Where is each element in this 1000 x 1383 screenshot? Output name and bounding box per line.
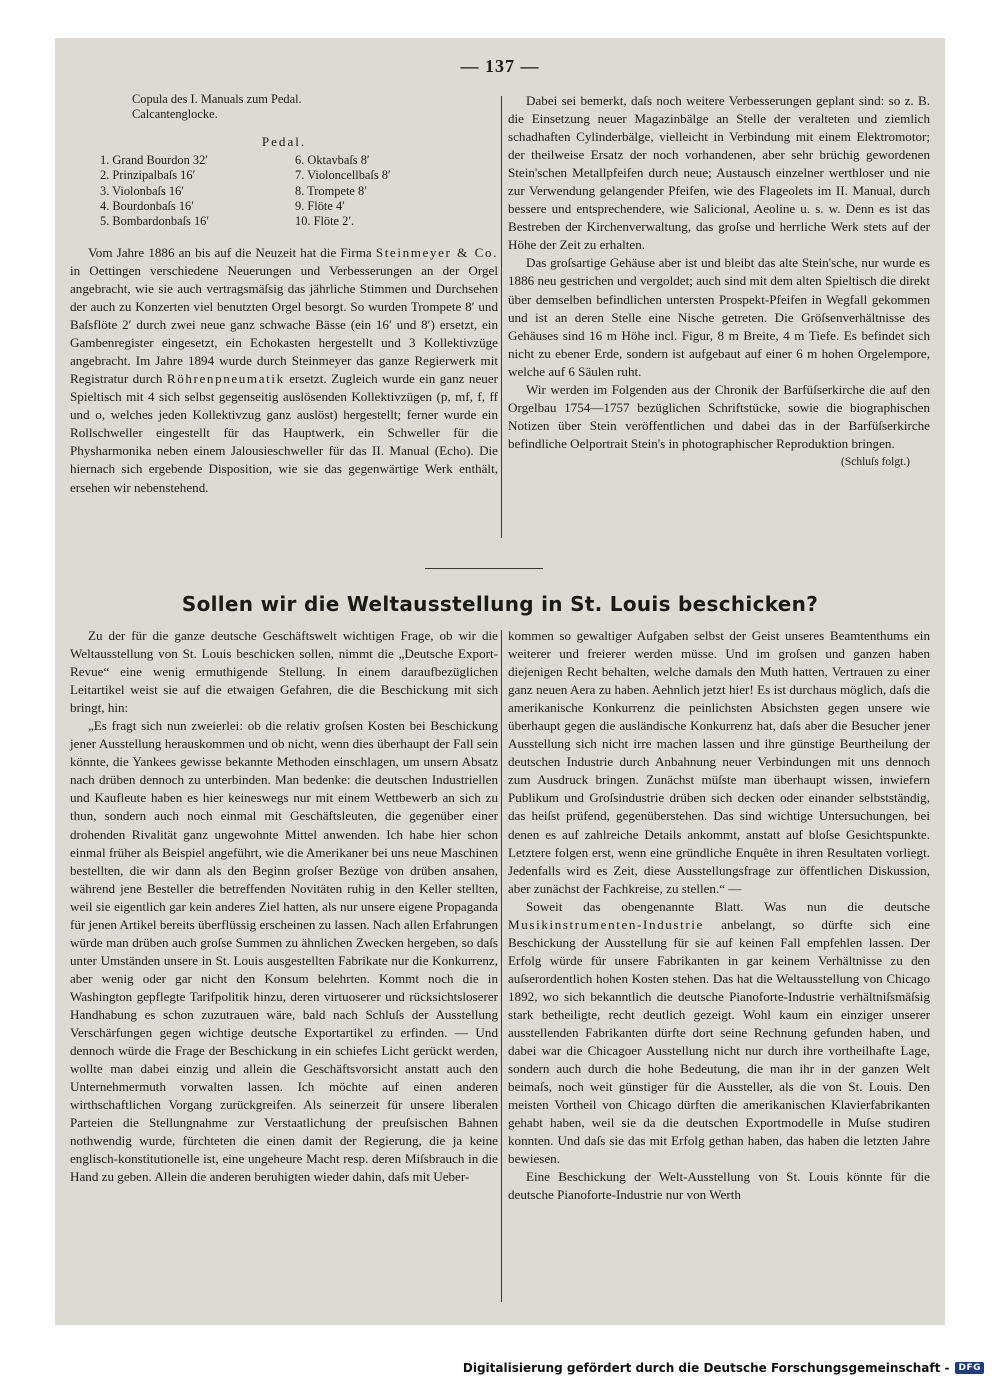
top-right-column xyxy=(508,92,930,471)
register-item: 8. Trompete 8′ xyxy=(295,183,367,198)
text-run: Soweit das obengenannte Blatt. Was nun die deutsche xyxy=(526,898,930,914)
paragraph: kommen so gewaltiger Aufgaben selbst der Geist unseres Beamtenthums ein weiterer und freierer werden müsse. Und im groſsen und ganzen haben diejenigen Recht behalten, welche damals den Muth hatten, Vertrauen zu einer ganz neuen Aera zu haben. Aehnlich jetzt hier! Es ist durchaus möglich, daſs die amerikanische Konkurrenz die peinlichsten Absichsten gegen unsere wie überhaupt gegen die ausländische Konkurrenz hat, daſs aber die Besucher jener Ausstellung sich nicht irre machen lassen und ihre günstige Beurtheilung der deutschen Industrie durch Anbahnung neuer Verbindungen mit uns dennoch zum Ausdruck bringen. Zunächst müſste man überhaupt wissen, inwiefern Publikum und Groſsindustrie drüben sich decken oder einander selbstständig, das heiſst prüfend, gegenüberstehen. Das sind wichtige Untersuchungen, bei denen es auf zahlreiche Details ankommt, anstatt auf bloſse Gesichtspunkte. Letztere folgen erst, wenn eine gründliche Enquête in ihren Resultaten vorliegt. Jedenfalls wird es Zeit, diese Ausstellungsfrage zur öffentlichen Diskussion, aber zunächst der Fachkreise, zu stellen.“ — xyxy=(508,628,930,896)
register-item: 3. Violonbaſs 16′ xyxy=(100,183,184,198)
register-item: 7. Violoncellbaſs 8′ xyxy=(295,168,391,183)
text-run: Vom Jahre 1886 an bis auf die Neuzeit hat die Firma xyxy=(88,244,372,260)
text-run: in Oettingen verschiedene Neuerungen und Verbesserungen an der Orgel angebracht, wie sie auch vertragsmäſsig das jährliche Stimmen und Durchsehen der auch zu Konzerten viel benutzten Orgel besorgt. So wurden Trompete 8′ und Baſsflöte 2′ durch zwei neue ganz schwache Bässe (ein 16′ und 8′) ersetzt, ein Gambenregister eingesetzt, ein Echokasten hergestellt und 3 Kollektivzüge angebracht. Im Jahre 1894 wurde durch Steinmeyer das ganze Regierwerk mit Registratur durch xyxy=(70,262,498,387)
column-divider xyxy=(501,96,502,538)
copula-line: Calcantenglocke. xyxy=(132,107,218,122)
quoted-paragraph: „Es fragt sich nun zweierlei: ob die relativ groſsen Kosten bei Beschickung jener Ausstellung herauskommen und ob nicht, wenn dies überhaupt der Fall sein könnte, die Yankees gewisse bekannte Methoden einschlagen, um unsern Absatz nach drüben dennoch zu unterbinden. Man bedenke: die deutschen Industriellen und Kaufleute haben es hier keineswegs nur mit einem Wettbewerb an sich zu thun, sondern auch noch einmal mit Geschäftsleuten, die gegenüber einer drohenden Rivalität ganz ungewohnte Mittel anwenden. Ich habe hier schon einmal früher als Beispiel angeführt, wie die Amerikaner bei uns neue Maschinen bestellten, die wir dann als den Beginn groſser Bezüge von drüben ansahen, während jene Besteller die betreffenden Novitäten ruhig in den Keller stellten, weil sie eigentlich gar kein anderes Ziel hatten, als nur unsere eigene Propaganda für jenen Artikel bereits überflüssig erscheinen zu lassen. Nach allen Erfahrungen würde man drüben auch groſse Summen zu ähnlichen Zwecken hergeben, so daſs unter Umständen unsere in St. Louis ausgestellten Fabrikate nur die Konkurrenz, aber wenig oder gar nicht den Konsum belehrten. Kommt noch die in Washington gepflegte Tarifpolitik hinzu, deren virtuoserer und rücksichtsloserer Handhabung es schon zuzutrauen wäre, bald nach Schluſs der Ausstellung Verschärfungen gegen wichtige deutsche Exportartikel zu erfinden. — Und dennoch würde die Frage der Beschickung in ein schiefes Licht gerückt werden, wollte man dabei einzig und allein die Geschäftsvorsicht anstatt auch den Unternehmermuth vorwalten lassen. Ich möchte auf einen anderen wirthschaftlichen Vorgang zurückgreifen. Als seinerzeit für unsere liberalen Parteien die Stellungnahme zur Verstaatlichung der preuſsischen Bahnen nothwendig wurde, fürchteten die einen damit der Regierung, die ja keine englisch-konstitutionelle ist, eine ungeheure Macht resp. deren Miſsbrauch in die Hand zu geben. Allein die anderen beruhigten wieder dahin, daſs mit Ueber- xyxy=(70,718,498,1185)
article-right-column xyxy=(508,627,930,1205)
register-item: 5. Bombardonbaſs 16′ xyxy=(100,214,210,229)
register-item: 2. Prinzipalbaſs 16′ xyxy=(100,168,196,183)
register-item: 10. Flöte 2′. xyxy=(295,214,355,229)
organ-history-paragraph xyxy=(70,244,498,497)
section-rule xyxy=(425,568,543,569)
paragraph xyxy=(508,898,930,1169)
copula-block xyxy=(70,92,498,123)
paragraph: Dabei sei bemerkt, daſs noch weitere Verbesserungen geplant sind: so z. B. die Einsetzung neuer Magazinbälge an Stelle der veralteten und ziemlich schadhaften Cylinderbälge, vielleicht in Verbindung mit einem Elektromotor; der theilweise Ersatz der noch vorhandenen, aber sehr brüchig gewordenen Stein'schen Metallpfeifen durch neue; Austausch einzelner werthloser und nie zur Verwendung gelangender Pfeifen, wie des Flageolets im II. Manual, durch bessere und entsprechendere, wie Salicional, Aeoline u. s. w. Denn es ist das Bestreben der Kirchenverwaltung, das groſse und herrliche Werk stets auf der Höhe der Zeit zu erhalten. xyxy=(508,93,930,253)
text-run: anbelangt, so dürfte sich eine Beschickung der Ausstellung für sie auf keinen Fall empfehlen lassen. Der Erfolg würde für unsere Fabrikanten in gar keinem Verhältnisse zu den auſserordentlich hohen Kosten stehen. Das hat die Weltausstellung von Chicago 1892, wo sich bekanntlich die deutsche Pianoforte-Industrie verhältniſsmäſsig stark betheiligte, recht deutlich gezeigt. Wohl kaum ein einziger unserer ausstellenden Fabrikanten dürfte dort seine Rechnung gefunden haben, und dabei war die Chicagoer Ausstellung nicht nur durch ihre vortheilhafte Lage, sondern auch durch die hohe Bedeutung, die man ihr in der ganzen Welt beimaſs, noch weit günstiger für die Aussteller, als die von St. Louis. Den meisten Vortheil von Chicago dürften die amerikanischen Klavierfabrikanten gehabt haben, weil sie da die deutschen Exportmodelle in Muſse studiren konnten. Und daſs sie das mit Erfolg gethan haben, das haben die letzten Jahre bewiesen. xyxy=(508,916,930,1167)
register-item: 4. Bourdonbaſs 16′ xyxy=(100,199,194,214)
pedal-register-table xyxy=(70,153,498,230)
paragraph: Das groſsartige Gehäuse aber ist und bleibt das alte Stein'sche, nur wurde es 1886 neu gestrichen und vergoldet; auch sind mit dem alten Spieltisch die direkt über demselben befindlichen untersten Prospekt-Pfeifen in Wegfall gekommen und ist an deren Stelle eine Nische getreten. Die Gröſsenverhältnisse des Gehäuses sind 16 m Höhe incl. Figur, 8 m Breite, 4 m Tiefe. Es befindet sich nicht zu ebener Erde, sondern ist aufgebaut auf einer 6 m hohen Orgelempore, welche auf 6 Säulen ruht. xyxy=(508,255,930,379)
emphasized-term: Musikinstrumenten-Industrie xyxy=(508,916,704,932)
pedal-heading: Pedal. xyxy=(261,133,307,149)
register-item: 6. Oktavbaſs 8′ xyxy=(295,152,370,167)
emphasized-term: Röhrenpneumatik xyxy=(166,371,285,387)
footer-text: Digitalisierung gefördert durch die Deutsche Forschungsgemeinschaft - xyxy=(462,1361,950,1375)
copula-line: Copula des I. Manuals zum Pedal. xyxy=(132,92,302,106)
page-number: — 137 — xyxy=(460,56,540,76)
text-run: ersetzt. Zugleich wurde ein ganz neuer Spieltisch mit 4 sich selbst gegenseitig auslösenden Kollektivzügen (p, mf, f, ff und o, welches jeden Kollektivzug ganz auslöst) hergestellt; ferner wurde ein Rollschweller eingestellt für das Hauptwerk, ein Schweller für die Physharmonika neben einem Jalousieschweller für das II. Manual (Echo). Die hiernach sich ergebende Disposition, wie sie das gegenwärtige Werk enthält, ersehen wir nebenstehend. xyxy=(70,371,498,495)
continuation-note: (Schluſs folgt.) xyxy=(841,455,910,468)
paragraph: Wir werden im Folgenden aus der Chronik der Barfüſserkirche die auf den Orgelbau 1754—1757 bezüglichen Schriftstücke, sowie die biographischen Notizen über Stein veröffentlichen und dabei das in der Barfüſserkirche befindliche Oelportrait Stein's in photographischer Reproduktion bringen. xyxy=(508,381,930,451)
register-item: 1. Grand Bourdon 32′ xyxy=(100,152,209,167)
company-name: Steinmeyer & Co. xyxy=(375,244,498,260)
footer-credit xyxy=(463,1361,984,1375)
pedal-register-left xyxy=(100,153,295,230)
paragraph: Zu der für die ganze deutsche Geschäftswelt wichtigen Frage, ob wir die Weltausstellung von St. Louis beschicken sollen, nimmt die „Deutsche Export-Revue“ eine wenig ermuthigende Stellung. In einem daraufbezüglichen Leitartikel weist sie auf die etwaigen Gefahren, die die Beschickung mit sich bringt, hin: xyxy=(70,628,498,716)
pedal-register-right xyxy=(295,153,490,230)
article-title: Sollen wir die Weltausstellung in St. Louis beschicken? xyxy=(181,592,819,616)
article-left-column xyxy=(70,627,498,1186)
register-item: 9. Flöte 4′ xyxy=(295,199,345,214)
column-divider xyxy=(501,630,502,1302)
dfg-logo: DFG xyxy=(955,1362,984,1374)
paragraph: Eine Beschickung der Welt-Ausstellung von St. Louis könnte für die deutsche Pianoforte-Industrie nur von Werth xyxy=(508,1169,930,1203)
top-left-column xyxy=(70,92,498,497)
